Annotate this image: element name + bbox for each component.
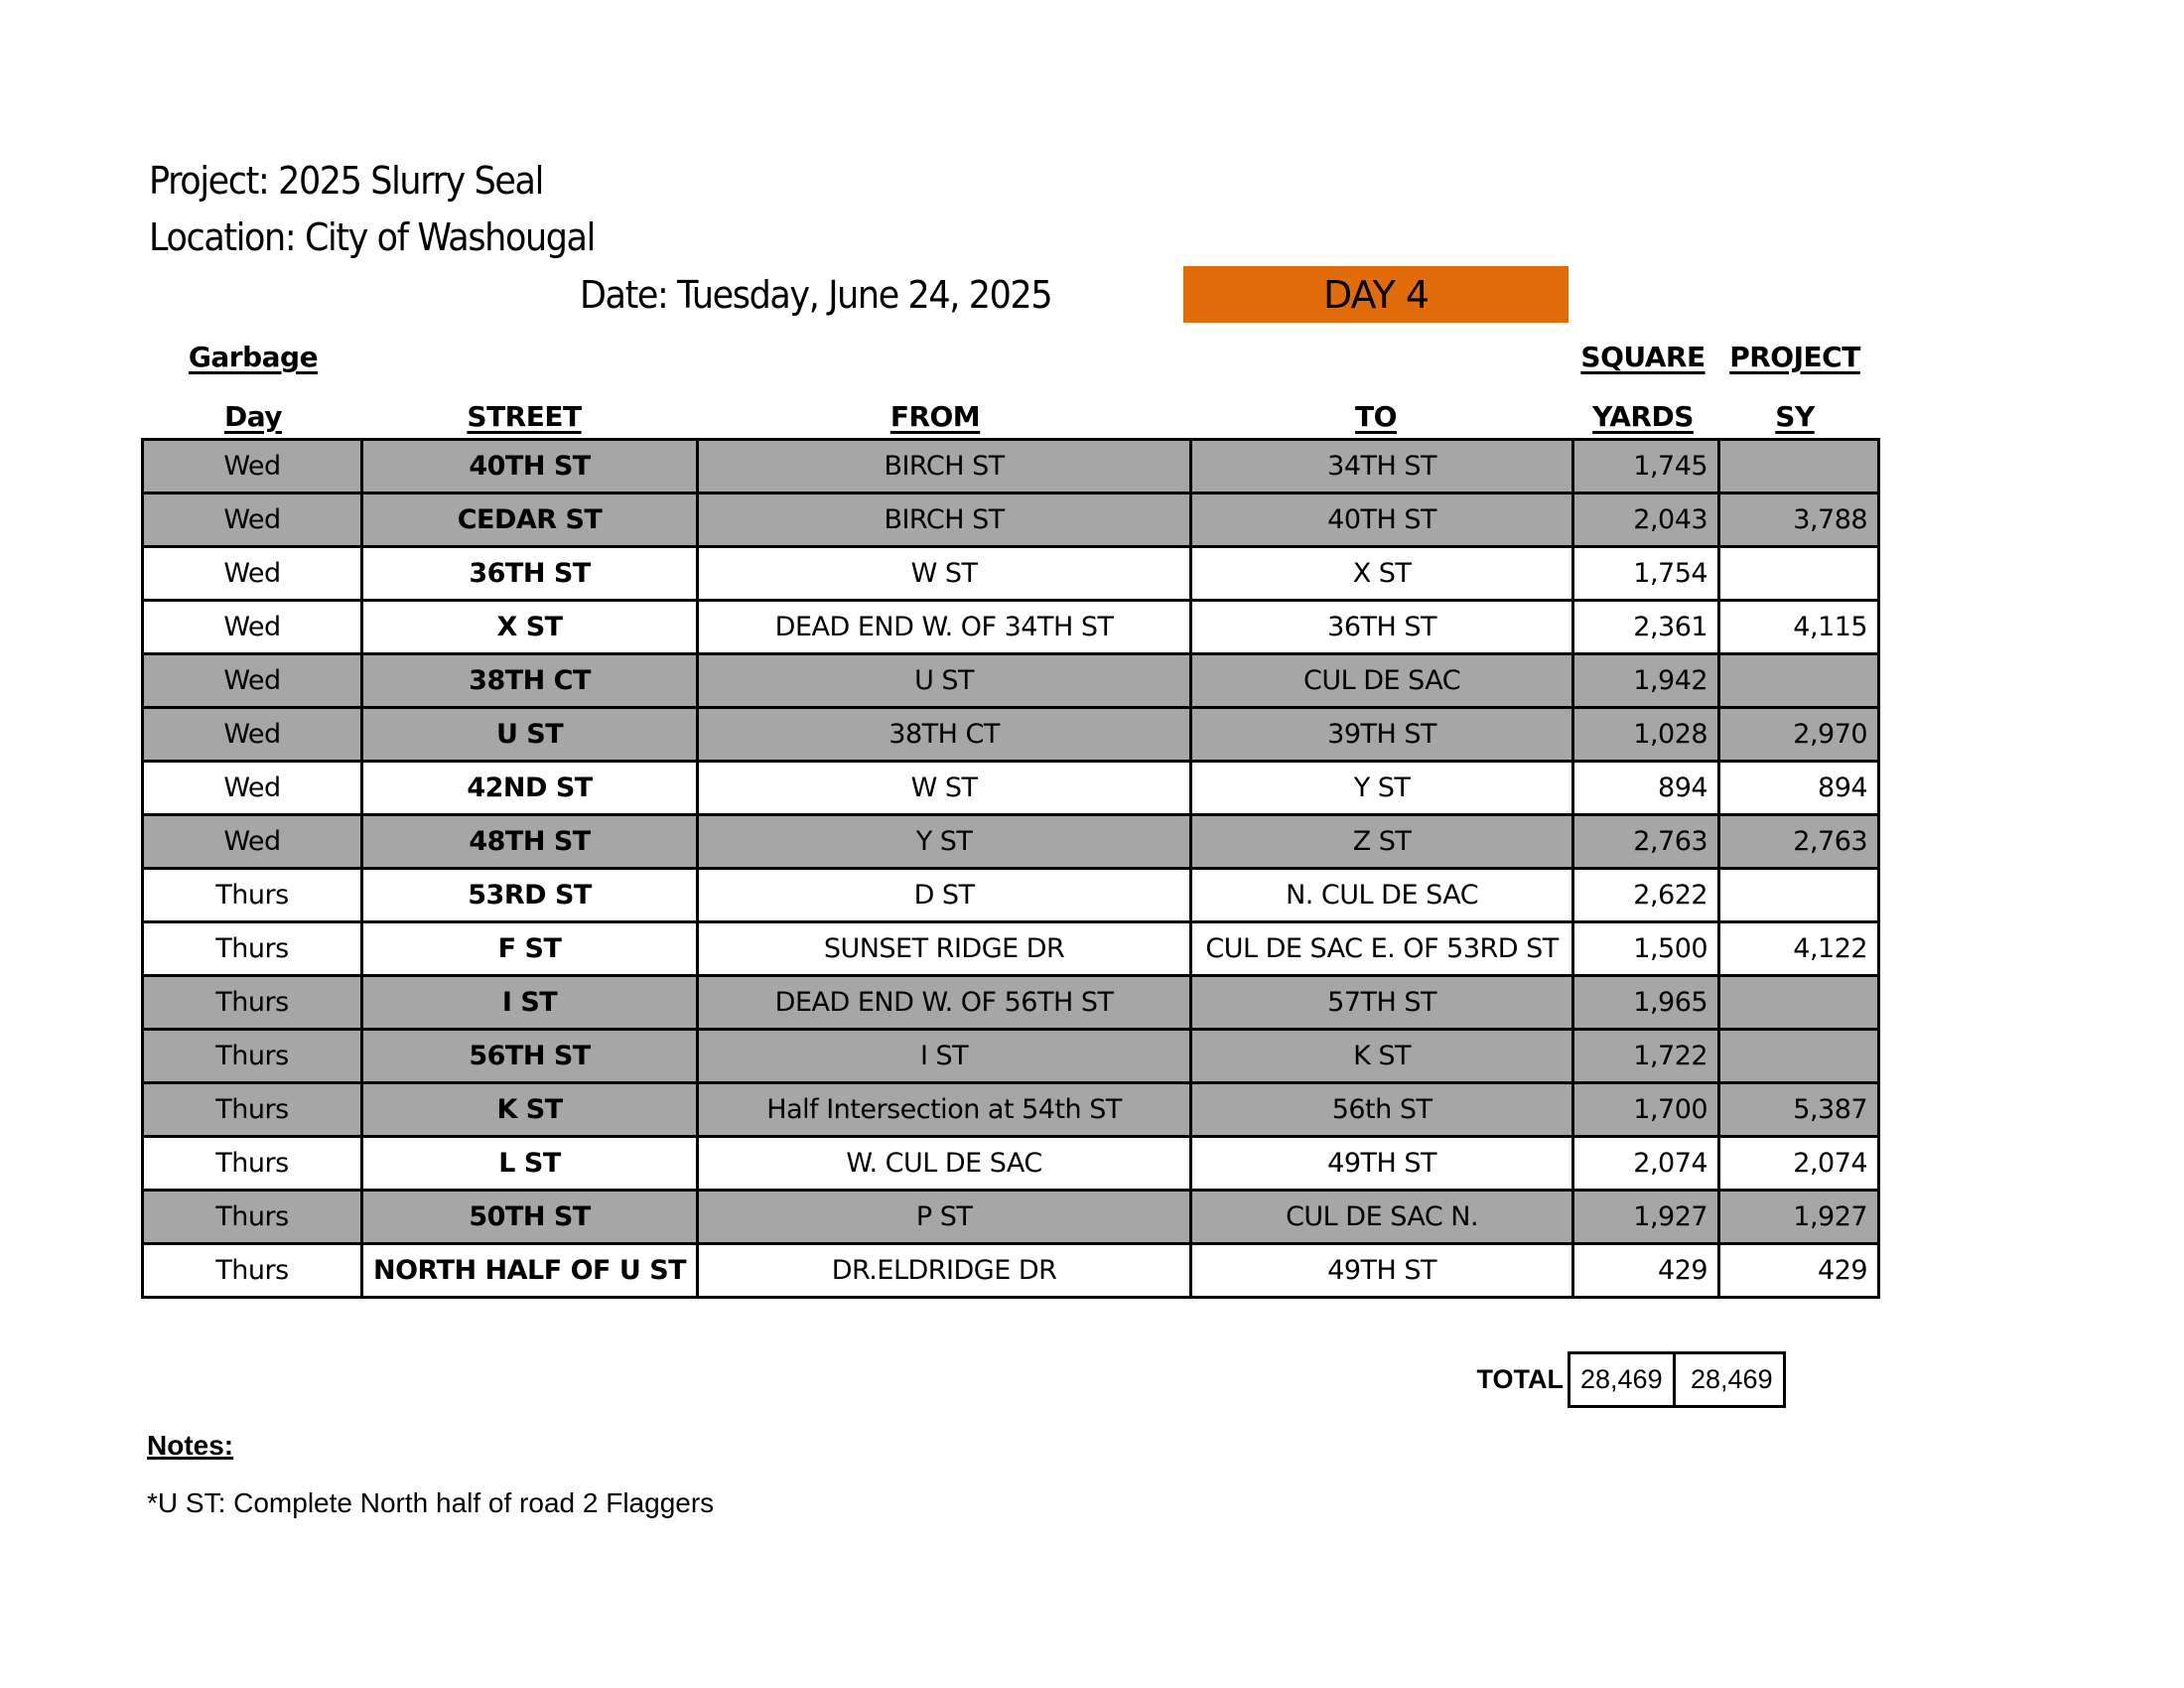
cell-day: Thurs — [143, 922, 362, 976]
cell-from: DEAD END W. OF 34TH ST — [698, 601, 1191, 654]
note-line: *U ST: Complete North half of road 2 Flaggers — [147, 1487, 715, 1518]
cell-square-yards: 1,700 — [1573, 1083, 1719, 1137]
cell-street: 40TH ST — [362, 440, 698, 493]
cell-project-sy: 1,927 — [1719, 1191, 1879, 1244]
project-title: Project: 2025 Slurry Seal — [149, 159, 543, 203]
cell-square-yards: 2,043 — [1573, 493, 1719, 547]
table-row — [143, 493, 1879, 547]
cell-from: D ST — [698, 869, 1191, 922]
cell-from: Half Intersection at 54th ST — [698, 1083, 1191, 1137]
cell-from: BIRCH ST — [698, 493, 1191, 547]
cell-day: Thurs — [143, 976, 362, 1030]
cell-day: Thurs — [143, 1244, 362, 1298]
cell-street: 53RD ST — [362, 869, 698, 922]
table-row — [143, 654, 1879, 708]
cell-from: U ST — [698, 654, 1191, 708]
cell-from: W ST — [698, 762, 1191, 815]
cell-day: Thurs — [143, 869, 362, 922]
cell-street: 50TH ST — [362, 1191, 698, 1244]
table-row — [143, 1244, 1879, 1298]
cell-project-sy — [1719, 654, 1879, 708]
col-header-to: TO — [1355, 400, 1397, 433]
col-header-project: PROJECT — [1729, 341, 1860, 373]
cell-from: DR.ELDRIDGE DR — [698, 1244, 1191, 1298]
cell-from: P ST — [698, 1191, 1191, 1244]
cell-day: Wed — [143, 815, 362, 869]
table-row — [143, 976, 1879, 1030]
cell-square-yards: 894 — [1573, 762, 1719, 815]
cell-to: CUL DE SAC E. OF 53RD ST — [1191, 922, 1573, 976]
cell-from: DEAD END W. OF 56TH ST — [698, 976, 1191, 1030]
cell-project-sy: 2,763 — [1719, 815, 1879, 869]
cell-from: W. CUL DE SAC — [698, 1137, 1191, 1191]
cell-to: 39TH ST — [1191, 708, 1573, 762]
cell-project-sy — [1719, 547, 1879, 601]
cell-square-yards: 1,927 — [1573, 1191, 1719, 1244]
cell-project-sy: 2,074 — [1719, 1137, 1879, 1191]
cell-street: X ST — [362, 601, 698, 654]
table-row — [143, 1083, 1879, 1137]
cell-street: K ST — [362, 1083, 698, 1137]
table-row — [143, 601, 1879, 654]
cell-day: Wed — [143, 762, 362, 815]
cell-street: 48TH ST — [362, 815, 698, 869]
col-header-yards: YARDS — [1592, 400, 1694, 433]
cell-to: CUL DE SAC — [1191, 654, 1573, 708]
cell-street: I ST — [362, 976, 698, 1030]
col-header-from: FROM — [889, 400, 981, 433]
cell-day: Thurs — [143, 1083, 362, 1137]
cell-street: U ST — [362, 708, 698, 762]
table-row — [143, 708, 1879, 762]
cell-street: 56TH ST — [362, 1030, 698, 1083]
col-header-square: SQUARE — [1580, 341, 1706, 373]
cell-to: CUL DE SAC N. — [1191, 1191, 1573, 1244]
cell-project-sy — [1719, 1030, 1879, 1083]
cell-street: NORTH HALF OF U ST — [362, 1244, 698, 1298]
cell-day: Wed — [143, 601, 362, 654]
cell-to: X ST — [1191, 547, 1573, 601]
cell-day: Wed — [143, 654, 362, 708]
cell-project-sy: 4,122 — [1719, 922, 1879, 976]
cell-project-sy: 3,788 — [1719, 493, 1879, 547]
col-header-sy: SY — [1775, 400, 1815, 433]
cell-from: W ST — [698, 547, 1191, 601]
cell-from: I ST — [698, 1030, 1191, 1083]
schedule-table — [141, 438, 1880, 1299]
cell-to: 40TH ST — [1191, 493, 1573, 547]
table-row — [143, 1030, 1879, 1083]
totals-table — [1568, 1351, 1786, 1408]
cell-street: 38TH CT — [362, 654, 698, 708]
cell-to: K ST — [1191, 1030, 1573, 1083]
cell-project-sy: 4,115 — [1719, 601, 1879, 654]
cell-day: Thurs — [143, 1137, 362, 1191]
cell-to: 57TH ST — [1191, 976, 1573, 1030]
table-row — [143, 815, 1879, 869]
cell-project-sy: 2,970 — [1719, 708, 1879, 762]
table-row — [143, 440, 1879, 493]
cell-project-sy — [1719, 440, 1879, 493]
cell-to: N. CUL DE SAC — [1191, 869, 1573, 922]
col-header-garbage: Garbage — [188, 341, 319, 373]
location-label: Location: City of Washougal — [149, 215, 595, 259]
table-row — [143, 1137, 1879, 1191]
cell-from: SUNSET RIDGE DR — [698, 922, 1191, 976]
cell-to: 34TH ST — [1191, 440, 1573, 493]
cell-day: Wed — [143, 440, 362, 493]
cell-square-yards: 1,028 — [1573, 708, 1719, 762]
table-row — [143, 922, 1879, 976]
cell-square-yards: 1,754 — [1573, 547, 1719, 601]
cell-square-yards: 2,622 — [1573, 869, 1719, 922]
cell-project-sy: 429 — [1719, 1244, 1879, 1298]
cell-project-sy: 5,387 — [1719, 1083, 1879, 1137]
cell-street: L ST — [362, 1137, 698, 1191]
cell-to: 49TH ST — [1191, 1137, 1573, 1191]
total-square-yards: 28,469 — [1570, 1353, 1675, 1407]
cell-day: Wed — [143, 708, 362, 762]
table-row — [143, 1191, 1879, 1244]
cell-square-yards: 2,763 — [1573, 815, 1719, 869]
table-row — [143, 762, 1879, 815]
cell-project-sy: 894 — [1719, 762, 1879, 815]
table-row — [143, 547, 1879, 601]
col-header-street: STREET — [467, 400, 582, 433]
total-project-sy: 28,469 — [1674, 1353, 1784, 1407]
cell-to: 36TH ST — [1191, 601, 1573, 654]
cell-square-yards: 1,942 — [1573, 654, 1719, 708]
cell-from: 38TH CT — [698, 708, 1191, 762]
cell-to: 49TH ST — [1191, 1244, 1573, 1298]
cell-project-sy — [1719, 869, 1879, 922]
cell-from: BIRCH ST — [698, 440, 1191, 493]
cell-to: Z ST — [1191, 815, 1573, 869]
date-label: Date: Tuesday, June 24, 2025 — [580, 273, 1052, 317]
cell-square-yards: 1,500 — [1573, 922, 1719, 976]
cell-day: Thurs — [143, 1191, 362, 1244]
table-row — [143, 869, 1879, 922]
total-label: TOTAL — [1476, 1364, 1564, 1394]
cell-from: Y ST — [698, 815, 1191, 869]
cell-street: F ST — [362, 922, 698, 976]
cell-square-yards: 429 — [1573, 1244, 1719, 1298]
cell-square-yards: 1,965 — [1573, 976, 1719, 1030]
cell-square-yards: 1,722 — [1573, 1030, 1719, 1083]
cell-square-yards: 1,745 — [1573, 440, 1719, 493]
day-badge: DAY 4 — [1183, 266, 1569, 323]
cell-project-sy — [1719, 976, 1879, 1030]
cell-street: 36TH ST — [362, 547, 698, 601]
col-header-day: Day — [223, 400, 283, 433]
cell-street: CEDAR ST — [362, 493, 698, 547]
cell-square-yards: 2,074 — [1573, 1137, 1719, 1191]
notes-title: Notes: — [147, 1430, 234, 1461]
cell-day: Thurs — [143, 1030, 362, 1083]
cell-to: Y ST — [1191, 762, 1573, 815]
cell-day: Wed — [143, 547, 362, 601]
cell-day: Wed — [143, 493, 362, 547]
cell-street: 42ND ST — [362, 762, 698, 815]
cell-square-yards: 2,361 — [1573, 601, 1719, 654]
cell-to: 56th ST — [1191, 1083, 1573, 1137]
